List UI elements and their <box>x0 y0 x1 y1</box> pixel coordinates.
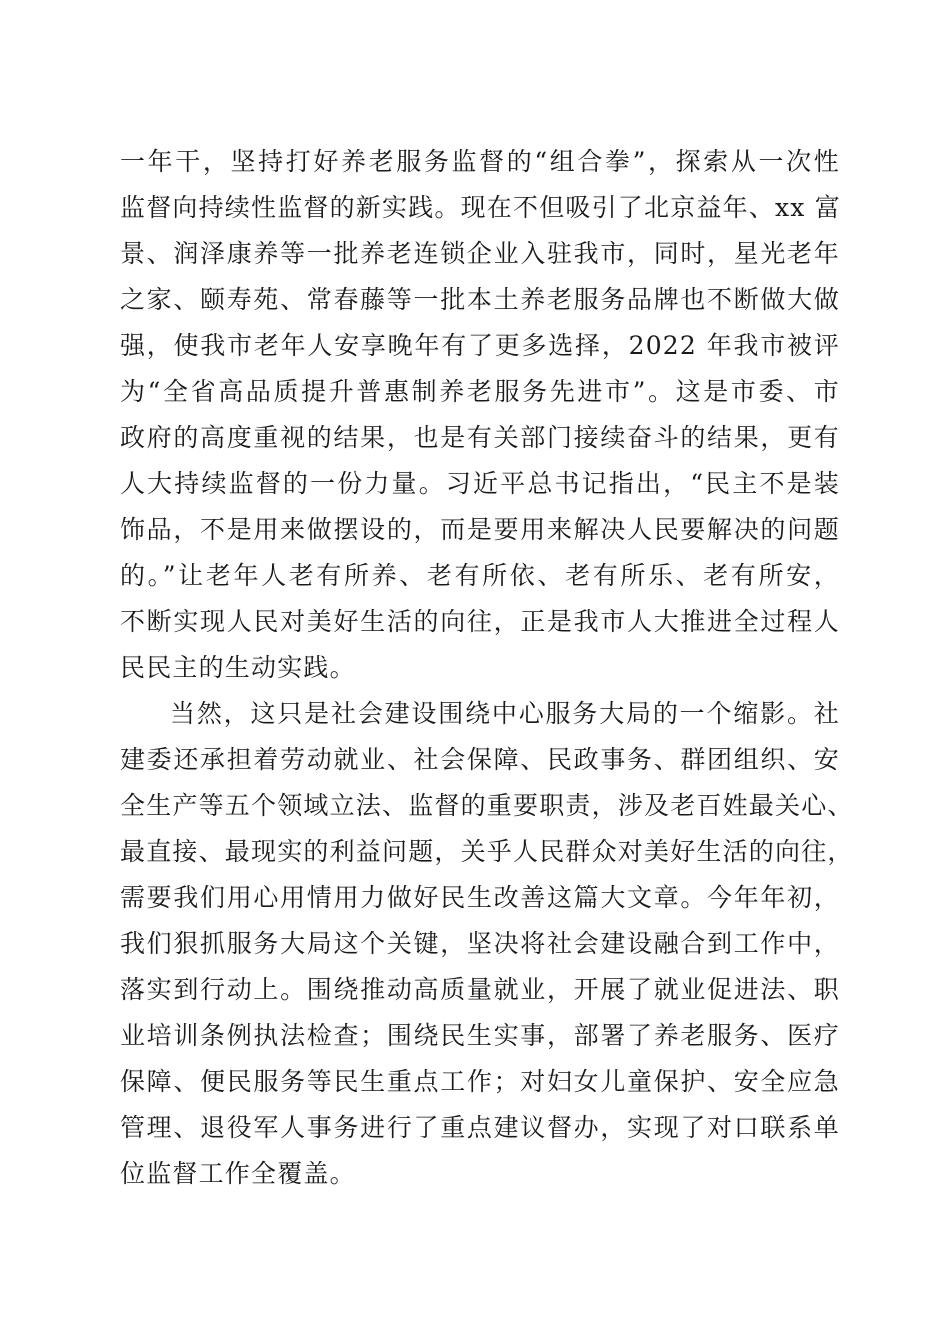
paragraph-1-line-1: 一年干，坚持打好养老服务监督的“组合拳”，探索从一次性 <box>120 147 840 176</box>
paragraph-1-line-6: 为“全省高品质提升普惠制养老服务先进市”。这是市委、市 <box>120 377 840 406</box>
paragraph-2-line-2: 建委还承担着劳动就业、社会保障、民政事务、群团组织、安 <box>120 745 840 774</box>
paragraph-2-line-9: 保障、便民服务等民生重点工作；对妇女儿童保护、安全应急 <box>120 1067 840 1096</box>
paragraph-2-line-11: 位监督工作全覆盖。 <box>120 1159 356 1188</box>
paragraph-1-line-8: 人大持续监督的一份力量。习近平总书记指出，“民主不是装 <box>120 469 840 498</box>
paragraph-2-line-7: 落实到行动上。围绕推动高质量就业，开展了就业促进法、职 <box>120 975 840 1004</box>
paragraph-1-line-10: 的。”让老年人老有所养、老有所依、老有所乐、老有所安， <box>120 561 840 590</box>
paragraph-2-line-3: 全生产等五个领域立法、监督的重要职责，涉及老百姓最关心、 <box>120 791 854 820</box>
paragraph-1-line-7: 政府的高度重视的结果，也是有关部门接续奋斗的结果，更有 <box>120 423 840 452</box>
paragraph-1-line-4: 之家、颐寿苑、常春藤等一批本土养老服务品牌也不断做大做 <box>120 285 840 314</box>
paragraph-1-line-12: 民民主的生动实践。 <box>120 653 356 682</box>
paragraph-1-line-5: 强，使我市老年人安享晚年有了更多选择，2022 年我市被评 <box>120 331 840 360</box>
document-body <box>120 139 854 1197</box>
paragraph-2-line-5: 需要我们用心用情用力做好民生改善这篇大文章。今年年初， <box>120 883 840 912</box>
paragraph-1-line-9: 饰品，不是用来做摆设的，而是要用来解决人民要解决的问题 <box>120 515 840 544</box>
paragraph-2-line-10: 管理、退役军人事务进行了重点建议督办，实现了对口联系单 <box>120 1113 840 1142</box>
paragraph-1-line-11: 不断实现人民对美好生活的向往，正是我市人大推进全过程人 <box>120 607 840 636</box>
paragraph-1-line-2: 监督向持续性监督的新实践。现在不但吸引了北京益年、xx 富 <box>120 193 841 222</box>
paragraph-2-line-6: 我们狠抓服务大局这个关键，坚决将社会建设融合到工作中， <box>120 929 840 958</box>
paragraph-2-line-4: 最直接、最现实的利益问题，关乎人民群众对美好生活的向往， <box>120 837 854 866</box>
paragraph-2-line-1: 当然，这只是社会建设围绕中心服务大局的一个缩影。社 <box>170 699 840 728</box>
paragraph-1-line-3: 景、润泽康养等一批养老连锁企业入驻我市，同时，星光老年 <box>120 239 840 268</box>
paragraph-2-line-8: 业培训条例执法检查；围绕民生实事，部署了养老服务、医疗 <box>120 1021 840 1050</box>
